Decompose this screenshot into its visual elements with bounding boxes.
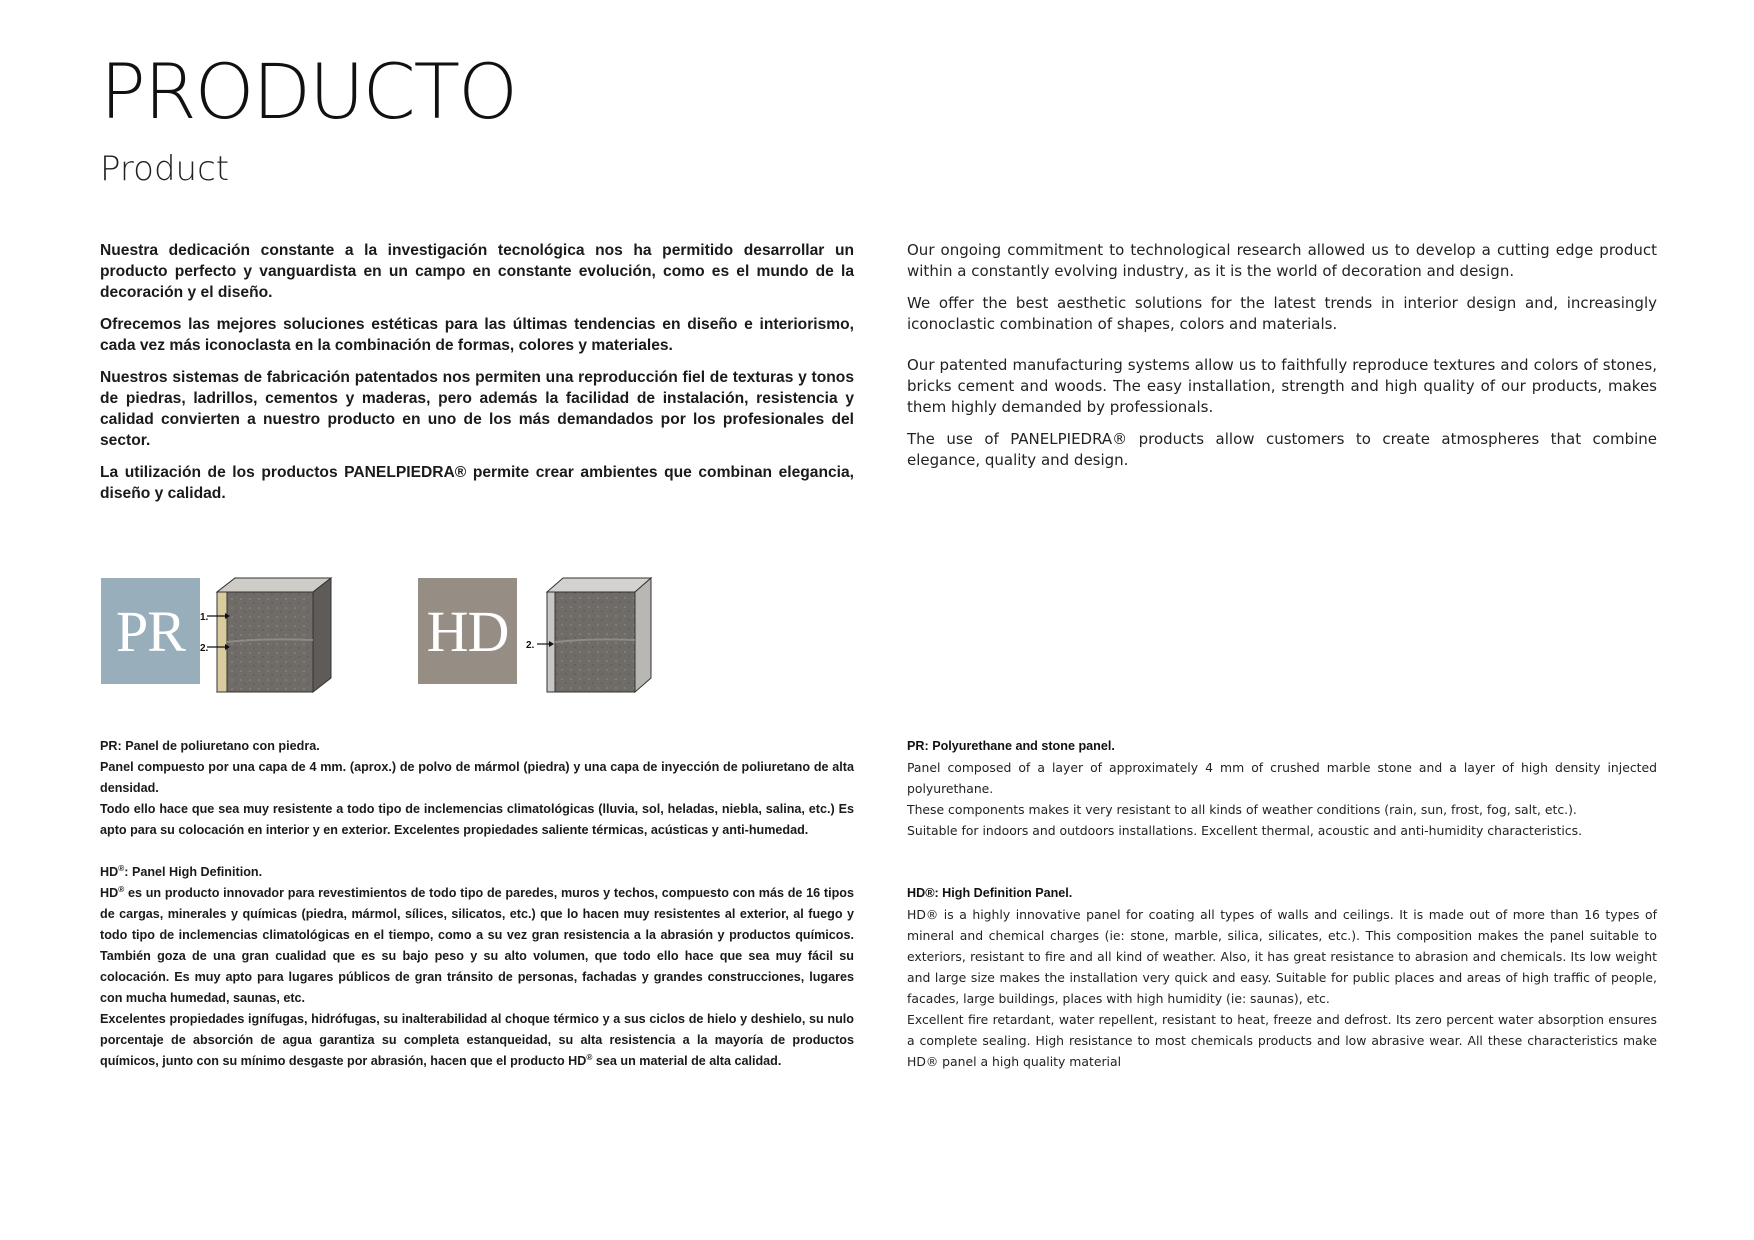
hd-text-es-prefix: HD bbox=[100, 886, 119, 900]
intro-en-paragraph: Our ongoing commitment to technological research allowed us to develop a cutting edge product within a constantly evolving industry, as it is the world of decoration and design. bbox=[907, 241, 1657, 280]
registered-mark: ® bbox=[586, 1052, 593, 1062]
hd-panel-cross-section-illustration bbox=[523, 578, 663, 694]
hd-text-es-2-end: sea un material de alta calidad. bbox=[592, 1054, 782, 1068]
intro-en-paragraph: Our patented manufacturing systems allow us to faithfully reproduce textures and colors of stones, bricks cement and woods. The easy installation, strength and high quality of our products, makes them highly demanded by professionals. bbox=[907, 356, 1657, 416]
hd-badge: HD bbox=[418, 578, 517, 684]
pr-panel-cross-section-illustration bbox=[200, 578, 343, 694]
pr-layer-label: 1. bbox=[200, 612, 209, 623]
hd-text-es bbox=[100, 883, 854, 1009]
pr-heading-es: PR: Panel de poliuretano con piedra. bbox=[100, 739, 320, 753]
hd-heading-es-rest: : Panel High Definition. bbox=[124, 865, 263, 879]
pr-badge: PR bbox=[101, 578, 200, 684]
registered-mark: ® bbox=[118, 863, 125, 873]
hd-text-en: HD® is a highly innovative panel for coating all types of walls and ceilings. It is made out of more than 16 types of mineral and chemical charges (ie: stone, marble, silica, silicates, etc.). This composition makes the panel suitable to exteriors, resistant to fire and all kind of weather. Also, it has great resistance to abrasion and chemicals. Its low weight and large size makes the installation very quick and easy. Suitable for public places and areas of high traffic of people, facades, large buildings, places with high humidity (ie: saunas), etc. bbox=[907, 907, 1657, 1006]
pr-text-es: Todo ello hace que sea muy resistente a todo tipo de inclemencias climatológicas (lluvia, sol, heladas, niebla, salina, etc.) Es apto para su colocación en interior y en exterior. Excelentes propiedades saliente térmicas, acústicas y anti-humedad. bbox=[100, 802, 854, 837]
pr-text-en: Panel composed of a layer of approximately 4 mm of crushed marble stone and a layer of high density injected polyurethane. bbox=[907, 760, 1657, 796]
hd-heading-en: HD®: High Definition Panel. bbox=[907, 886, 1073, 900]
intro-en-paragraph: We offer the best aesthetic solutions for the latest trends in interior design and, increasingly iconoclastic combination of shapes, colors and materials. bbox=[907, 294, 1657, 333]
registered-mark: ® bbox=[118, 884, 125, 894]
intro-english bbox=[907, 240, 1657, 482]
intro-es-paragraph: Nuestros sistemas de fabricación patentados nos permiten una reproducción fiel de texturas y tonos de piedras, ladrillos, cementos y maderas, pero además la facilidad de instalación, resistencia y calidad convierten a nuestro producto en uno de los más demandados por los profesionales del sector. bbox=[100, 369, 854, 449]
hd-heading-es bbox=[100, 862, 854, 883]
pr-heading-en: PR: Polyurethane and stone panel. bbox=[907, 739, 1115, 753]
hd-layer-label: 2. bbox=[526, 640, 535, 651]
hd-text-es-2-start: Excelentes propiedades ignífugas, hidrófugas, su inalterabilidad al choque térmico y a sus ciclos de hielo y deshielo, su nulo porcentaje de absorción de agua garantiza su completa estanqueidad, su alta resistencia a la mayoría de productos químicos, junto con su mínimo desgaste por abrasión, hacen que el producto HD bbox=[100, 1012, 854, 1068]
intro-en-paragraph: The use of PANELPIEDRA® products allow customers to create atmospheres that combine elegance, quality and design. bbox=[907, 430, 1657, 469]
page-title: PRODUCTO bbox=[100, 47, 516, 136]
pr-text-en: These components makes it very resistant to all kinds of weather conditions (rain, sun, frost, fog, salt, etc.). bbox=[907, 802, 1577, 817]
pr-text-en: Suitable for indoors and outdoors installations. Excellent thermal, acoustic and anti-humidity characteristics. bbox=[907, 823, 1583, 838]
hd-text-es-2 bbox=[100, 1009, 854, 1072]
hd-heading-es-prefix: HD bbox=[100, 865, 119, 879]
intro-es-paragraph: La utilización de los productos PANELPIEDRA® permite crear ambientes que combinan elegancia, diseño y calidad. bbox=[100, 464, 854, 502]
intro-es-paragraph: Ofrecemos las mejores soluciones estéticas para las últimas tendencias en diseño e interiorismo, cada vez más iconoclasta en la combinación de formas, colores y materiales. bbox=[100, 316, 854, 354]
intro-es-paragraph: Nuestra dedicación constante a la investigación tecnológica nos ha permitido desarrollar un producto perfecto y vanguardista en un campo en constante evolución, como es el mundo de la decoración y el diseño. bbox=[100, 242, 854, 301]
intro-spanish bbox=[100, 240, 854, 515]
pr-layer-label: 2. bbox=[200, 643, 209, 654]
page-subtitle: Product bbox=[100, 149, 230, 189]
spec-english bbox=[907, 736, 1657, 1072]
spec-spanish bbox=[100, 736, 854, 1072]
hd-text-es-rest: es un producto innovador para revestimientos de todo tipo de paredes, muros y techos, compuesto con más de 16 tipos de cargas, minerales y químicas (piedra, mármol, sílices, silicatos, etc.) que lo hacen muy resistentes al exterior, al fuego y todo tipo de inclemencias climatológicas en el tiempo, como a su vez gran resistencia a la abrasión y productos químicos. También goza de una gran cualidad que es su bajo peso y su alto volumen, que todo ello hace que sea muy fácil su colocación. Es muy apto para lugares públicos de gran tránsito de personas, fachadas y grandes construcciones, lugares con mucha humedad, saunas, etc. bbox=[100, 886, 854, 1005]
pr-text-es: Panel compuesto por una capa de 4 mm. (aprox.) de polvo de mármol (piedra) y una capa de inyección de poliuretano de alta densidad. bbox=[100, 760, 854, 795]
hd-text-en: Excellent fire retardant, water repellent, resistant to heat, freeze and defrost. Its zero percent water absorption ensures a complete sealing. High resistance to most chemicals products and low abrasive wear. All these characteristics make HD® panel a high quality material bbox=[907, 1012, 1657, 1069]
